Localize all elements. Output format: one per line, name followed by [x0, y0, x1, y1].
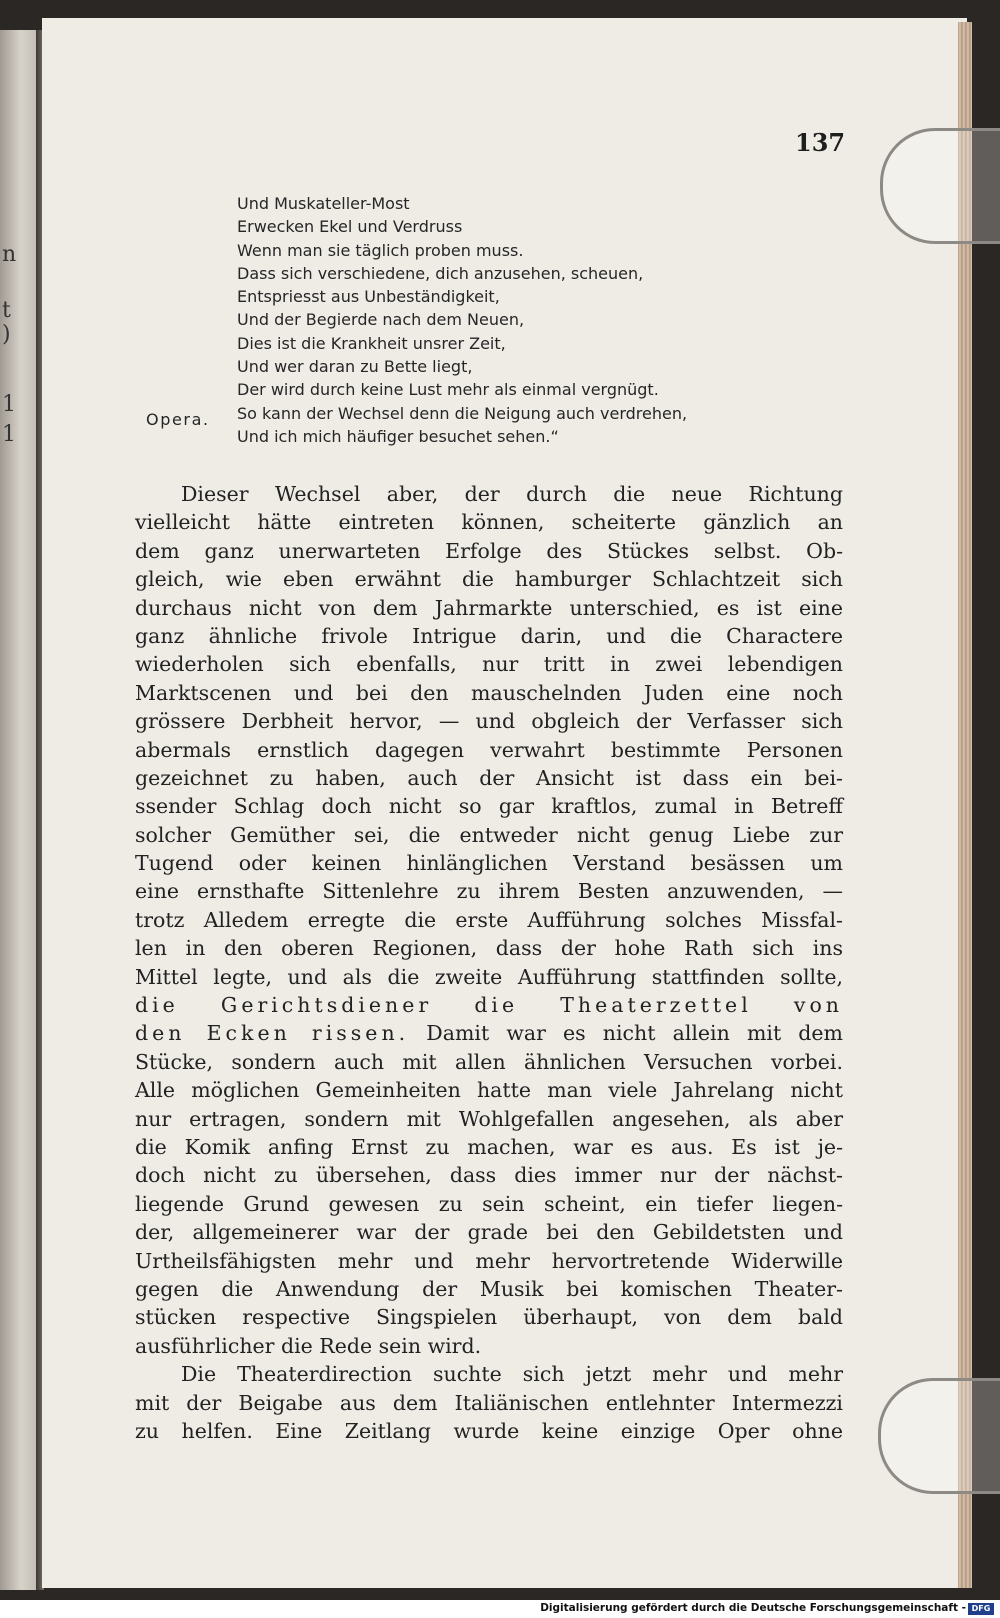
- dfg-logo: DFG: [968, 1603, 994, 1615]
- facing-page-char: 1: [2, 422, 16, 447]
- text-line: grössere Derbheit hervor, — und obgleich der Verfasser sich: [135, 709, 843, 734]
- text-line: Urtheilsfähigsten mehr und mehr hervortretende Widerwille: [135, 1248, 843, 1273]
- text-line: doch nicht zu übersehen, dass dies immer nur der nächst-: [135, 1163, 843, 1188]
- speaker-label: Opera.: [146, 410, 210, 429]
- text-line: Tugend oder keinen hinlänglichen Verstand besässen um: [135, 851, 843, 876]
- page-stack-edge: [958, 22, 972, 1588]
- text-line: die Komik anfing Ernst zu machen, war es aus. Es ist je-: [135, 1134, 843, 1159]
- text-line: Alle möglichen Gemeinheiten hatte man viele Jahrelang nicht: [135, 1078, 843, 1103]
- text-line: stücken respective Singspielen überhaupt, von dem bald: [135, 1305, 843, 1330]
- page-clip-top: [880, 128, 1000, 244]
- footer-bar: [0, 1600, 1000, 1618]
- text-line: gezeichnet zu haben, auch der Ansicht ist dass ein bei-: [135, 765, 843, 790]
- text-line: solcher Gemüther sei, die entweder nicht genug Liebe zur: [135, 822, 843, 847]
- text-line: wiederholen sich ebenfalls, nur tritt in zwei lebendigen: [135, 652, 843, 677]
- text-line: liegende Grund gewesen zu sein scheint, ein tiefer liegen-: [135, 1191, 843, 1216]
- text-line: Dieser Wechsel aber, der durch die neue Richtung: [181, 482, 843, 506]
- text-line: Marktscenen und bei den mauschelnden Juden eine noch: [135, 680, 843, 705]
- verse-block: [237, 192, 837, 448]
- verse-line: So kann der Wechsel denn die Neigung auch verdrehen,: [237, 403, 688, 423]
- facing-page-char: t: [2, 298, 11, 323]
- text-line: gleich, wie eben erwähnt die hamburger Schlachtzeit sich: [135, 567, 843, 592]
- verse-line: Erwecken Ekel und Verdruss: [237, 217, 463, 237]
- facing-page-char: n: [2, 242, 17, 267]
- text-line: gegen die Anwendung der Musik bei komischen Theater-: [135, 1276, 843, 1301]
- text-line: ssender Schlag doch nicht so gar kraftlos, zumal in Betreff: [135, 794, 843, 819]
- text-line: durchaus nicht von dem Jahrmarkte unterschied, es ist eine: [135, 595, 843, 620]
- text-line: der, allgemeinerer war der grade bei den Gebildetsten und: [135, 1220, 843, 1245]
- verse-line: Und Muskateller-Most: [237, 194, 410, 213]
- text-line: eine ernsthafte Sittenlehre zu ihrem Besten anzuwenden, —: [135, 879, 843, 904]
- text-line: dem ganz unerwarteten Erfolge des Stückes selbst. Ob-: [135, 538, 843, 563]
- funding-credit: Digitalisierung gefördert durch die Deutsche Forschungsgemeinschaft -: [540, 1602, 966, 1614]
- text-line: abermals ernstlich dagegen verwahrt bestimmte Personen: [135, 737, 843, 762]
- text-line: nur ertragen, sondern mit Wohlgefallen angesehen, als aber: [135, 1106, 843, 1131]
- facing-page-char: ): [2, 322, 11, 347]
- facing-page-char: 1: [2, 392, 16, 417]
- text-line: mit der Beigabe aus dem Italiänischen entlehnter Intermezzi: [135, 1390, 843, 1415]
- text-line: vielleicht hätte eintreten können, scheiterte gänzlich an: [135, 510, 843, 535]
- verse-line: Wenn man sie täglich proben muss.: [237, 240, 524, 260]
- facing-page-edge: [0, 30, 38, 1590]
- text-line-mixed: [135, 1019, 843, 1047]
- verse-line: Und ich mich häufiger besuchet sehen.“: [237, 426, 559, 446]
- text-line: ganz ähnliche frivole Intrigue darin, und die Charactere: [135, 623, 843, 648]
- text-line: zu helfen. Eine Zeitlang wurde keine einzige Oper ohne: [135, 1418, 843, 1443]
- verse-line: Und der Begierde nach dem Neuen,: [237, 310, 525, 330]
- spaced-phrase: den Ecken rissen.: [135, 1021, 410, 1046]
- verse-line: Der wird durch keine Lust mehr als einmal vergnügt.: [237, 380, 659, 400]
- text-line-spaced: die Gerichtsdiener die Theaterzettel von: [135, 993, 843, 1018]
- verse-line: Und wer daran zu Bette liegt,: [237, 357, 473, 377]
- body-text: [135, 480, 843, 1445]
- text-line: Mittel legte, und als die zweite Aufführung stattfinden sollte,: [135, 964, 843, 989]
- text-line: len in den oberen Regionen, dass der hohe Rath sich ins: [135, 936, 843, 961]
- text-line: trotz Alledem erregte die erste Aufführung solches Missfal-: [135, 907, 843, 932]
- text-line: Die Theaterdirection suchte sich jetzt mehr und mehr: [181, 1362, 843, 1387]
- page-number: 137: [795, 128, 846, 157]
- text-line: Stücke, sondern auch mit allen ähnlichen Versuchen vorbei.: [135, 1049, 843, 1074]
- line-rest: Damit war es nicht allein mit dem: [409, 1021, 843, 1046]
- page-clip-bottom: [878, 1378, 1000, 1494]
- verse-line: Entspriesst aus Unbeständigkeit,: [237, 287, 500, 307]
- text-line: ausführlicher die Rede sein wird.: [135, 1333, 482, 1358]
- verse-line: Dies ist die Krankheit unsrer Zeit,: [237, 333, 506, 353]
- verse-line: Dass sich verschiedene, dich anzusehen, scheuen,: [237, 263, 644, 283]
